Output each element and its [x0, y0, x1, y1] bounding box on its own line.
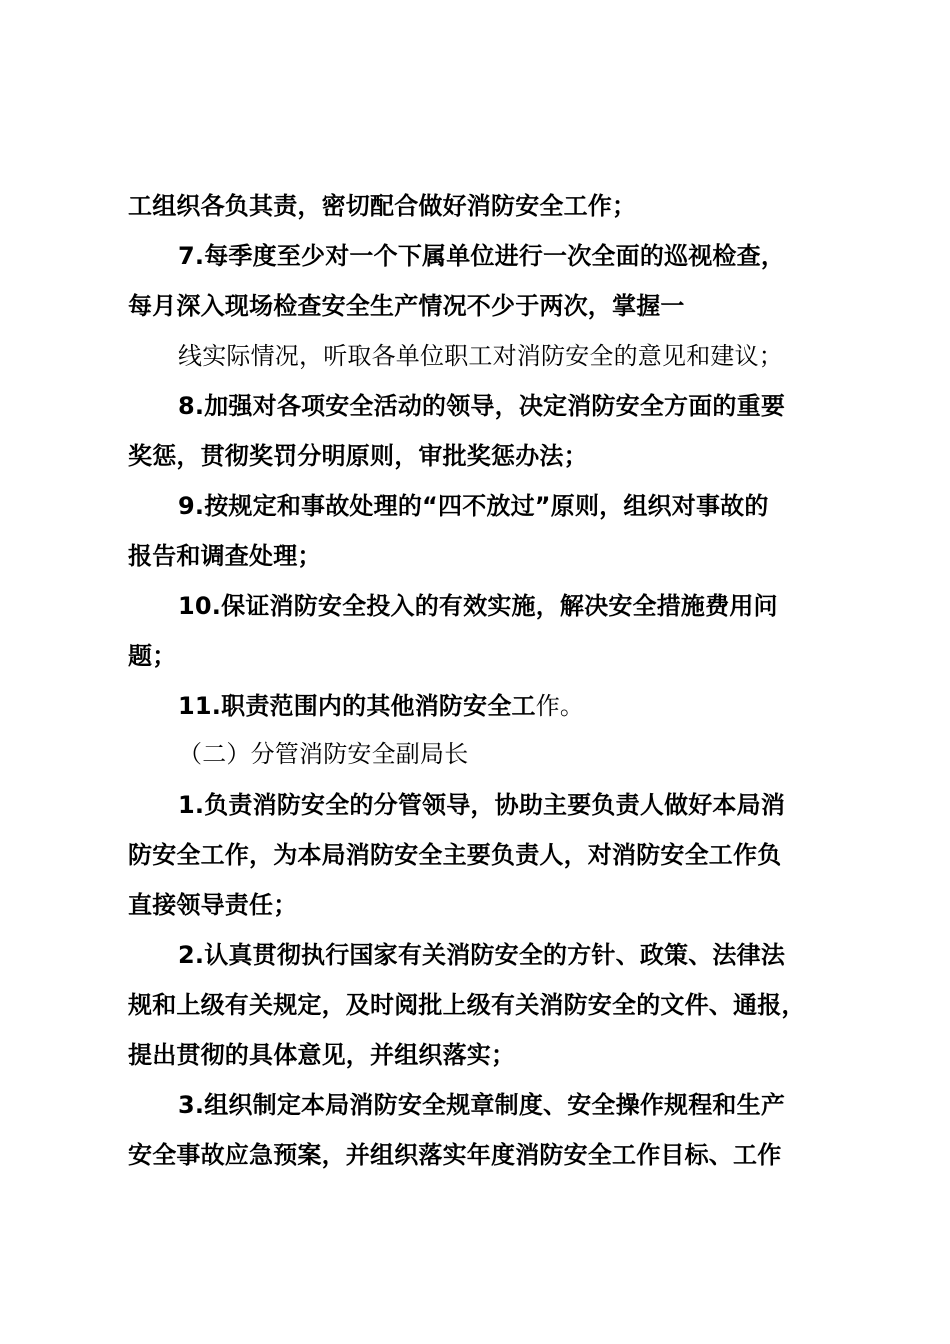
list-item-3: 3.组织制定本局消防安全规章制度、安全操作规程和生产: [178, 1091, 786, 1119]
list-item-8: 8.加强对各项安全活动的领导，决定消防安全方面的重要: [178, 392, 786, 420]
list-item-10: 10.保证消防安全投入的有效实施，解决安全措施费用问: [178, 592, 778, 620]
list-item-2: 2.认真贯彻执行国家有关消防安全的方针、政策、法律法: [178, 941, 786, 969]
text-line: 报告和调查处理；: [128, 542, 322, 570]
text-line: 奖惩，贯彻奖罚分明原则，审批奖惩办法；: [128, 442, 588, 470]
text-line: 安全事故应急预案，并组织落实年度消防安全工作目标、工作: [128, 1141, 782, 1169]
text-line: 规和上级有关规定，及时阅批上级有关消防安全的文件、通报，: [128, 991, 806, 1019]
list-item-11: [178, 689, 584, 723]
list-item-11-bold: 11.职责范围内的其他消防安全工: [178, 692, 536, 720]
text-line: 防安全工作，为本局消防安全主要负责人，对消防安全工作负: [128, 841, 782, 869]
list-item-9: 9.按规定和事故处理的“四不放过”原则，组织对事故的: [178, 492, 769, 520]
text-line: 每月深入现场检查安全生产情况不少于两次，掌握一: [128, 292, 685, 320]
text-line: 直接领导责任；: [128, 891, 298, 919]
list-item-11-tail: 作。: [535, 692, 585, 720]
text-line: 题；: [128, 642, 177, 670]
text-line: 工组织各负其责，密切配合做好消防安全工作；: [128, 192, 637, 220]
list-item-7: 7.每季度至少对一个下属单位进行一次全面的巡视检查，: [178, 242, 786, 270]
text-line: 提出贯彻的具体意见，并组织落实；: [128, 1041, 516, 1069]
text-line: 线实际情况，听取各单位职工对消防安全的意见和建议；: [178, 342, 783, 370]
section-heading: （二）分管消防安全副局长: [178, 740, 469, 768]
list-item-1: 1.负责消防安全的分管领导，协助主要负责人做好本局消: [178, 791, 786, 819]
